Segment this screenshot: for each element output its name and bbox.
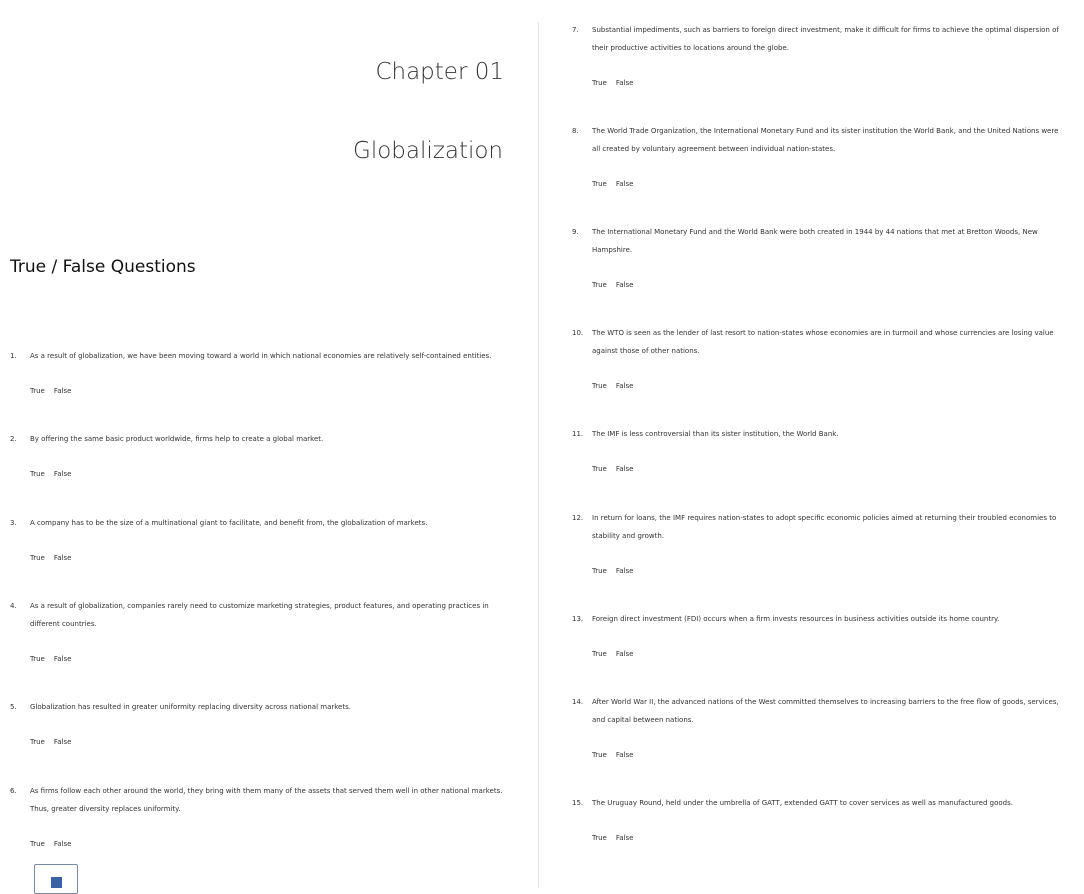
question-number: 15. [572, 799, 584, 807]
answer-false-option[interactable]: False [615, 465, 634, 473]
question-text: The IMF is less controversial than its sister institution, the World Bank. [592, 430, 839, 438]
question-number: 10. [572, 329, 584, 337]
question-number: 14. [572, 698, 584, 706]
answer-options-2 [30, 468, 71, 480]
question-number: 5. [10, 703, 17, 711]
answer-true-option[interactable]: True [592, 382, 607, 390]
question-number: 1. [10, 352, 17, 360]
answer-true-option[interactable]: True [592, 751, 607, 759]
question-text: By offering the same basic product worldwide, firms help to create a global market. [30, 435, 324, 443]
question-number: 7. [572, 26, 579, 34]
edit-placeholder-button[interactable] [34, 864, 78, 894]
question-number: 6. [10, 787, 17, 795]
question-number: 4. [10, 602, 17, 610]
chapter-title: Chapter 01 [375, 59, 504, 85]
answer-options-8 [592, 178, 633, 190]
question-text: A company has to be the size of a multinational giant to facilitate, and benefit from, the globalization of markets. [30, 519, 428, 527]
answer-true-option[interactable]: True [30, 387, 45, 395]
answer-false-option[interactable]: False [615, 79, 634, 87]
question-text: As a result of globalization, we have been moving toward a world in which national economies are relatively self-contained entities. [30, 352, 492, 360]
question-number: 11. [572, 430, 584, 438]
answer-options-12 [592, 565, 633, 577]
answer-true-option[interactable]: True [30, 840, 45, 848]
answer-false-option[interactable]: False [53, 554, 72, 562]
left-page-column [0, 0, 538, 888]
question-text: The International Monetary Fund and the World Bank were both created in 1944 by 44 nations that met at Bretton Woods, New Hampshire. [592, 228, 1038, 254]
answer-false-option[interactable]: False [53, 738, 72, 746]
answer-true-option[interactable]: True [592, 567, 607, 575]
answer-false-option[interactable]: False [615, 834, 634, 842]
answer-false-option[interactable]: False [615, 180, 634, 188]
question-text: As a result of globalization, companies rarely need to customize marketing strategies, product features, and operating practices in different countries. [30, 602, 489, 628]
question-number: 3. [10, 519, 17, 527]
answer-true-option[interactable]: True [30, 738, 45, 746]
answer-true-option[interactable]: True [30, 554, 45, 562]
answer-false-option[interactable]: False [615, 567, 634, 575]
question-text: Foreign direct investment (FDI) occurs when a firm invests resources in business activities outside its home country. [592, 615, 1000, 623]
section-heading: True / False Questions [10, 257, 196, 277]
right-page-column [540, 0, 1084, 888]
question-text: Substantial impediments, such as barriers to foreign direct investment, make it difficult for firms to achieve the optimal dispersion of their productive activities to locations around the globe. [592, 26, 1059, 52]
answer-options-9 [592, 279, 633, 291]
answer-false-option[interactable]: False [53, 470, 72, 478]
answer-true-option[interactable]: True [592, 281, 607, 289]
question-text: Globalization has resulted in greater uniformity replacing diversity across national markets. [30, 703, 351, 711]
answer-true-option[interactable]: True [30, 470, 45, 478]
question-number: 9. [572, 228, 579, 236]
answer-false-option[interactable]: False [615, 751, 634, 759]
answer-true-option[interactable]: True [592, 79, 607, 87]
answer-false-option[interactable]: False [615, 650, 634, 658]
answer-false-option[interactable]: False [53, 840, 72, 848]
answer-options-4 [30, 653, 71, 665]
answer-options-13 [592, 648, 633, 660]
question-number: 2. [10, 435, 17, 443]
answer-options-1 [30, 385, 71, 397]
square-icon [51, 877, 62, 888]
answer-false-option[interactable]: False [53, 387, 72, 395]
question-number: 12. [572, 514, 584, 522]
answer-true-option[interactable]: True [592, 650, 607, 658]
answer-true-option[interactable]: True [30, 655, 45, 663]
question-text: After World War II, the advanced nations of the West committed themselves to increasing barriers to the free flow of goods, services, and capital between nations. [592, 698, 1059, 724]
question-text: The World Trade Organization, the International Monetary Fund and its sister institution the World Bank, and the United Nations were all created by voluntary agreement between individual nation-states. [592, 127, 1059, 153]
question-text: In return for loans, the IMF requires nation-states to adopt specific economic policies aimed at returning their troubled economies to stability and growth. [592, 514, 1057, 540]
answer-options-14 [592, 749, 633, 761]
answer-false-option[interactable]: False [53, 655, 72, 663]
answer-options-6 [30, 838, 71, 850]
answer-options-5 [30, 736, 71, 748]
answer-options-15 [592, 832, 633, 844]
answer-false-option[interactable]: False [615, 281, 634, 289]
answer-options-7 [592, 77, 633, 89]
question-text: The WTO is seen as the lender of last resort to nation-states whose economies are in turmoil and whose currencies are losing value against those of other nations. [592, 329, 1054, 355]
answer-options-3 [30, 552, 71, 564]
question-text: As firms follow each other around the world, they bring with them many of the assets that served them well in other national markets. Thus, greater diversity replaces uniformity. [30, 787, 503, 813]
answer-true-option[interactable]: True [592, 834, 607, 842]
answer-options-10 [592, 380, 633, 392]
answer-false-option[interactable]: False [615, 382, 634, 390]
question-text: The Uruguay Round, held under the umbrella of GATT, extended GATT to cover services as well as manufactured goods. [592, 799, 1013, 807]
answer-options-11 [592, 463, 633, 475]
page-divider [538, 22, 539, 888]
answer-true-option[interactable]: True [592, 180, 607, 188]
answer-true-option[interactable]: True [592, 465, 607, 473]
question-number: 8. [572, 127, 579, 135]
chapter-subject: Globalization [353, 138, 503, 164]
question-number: 13. [572, 615, 584, 623]
